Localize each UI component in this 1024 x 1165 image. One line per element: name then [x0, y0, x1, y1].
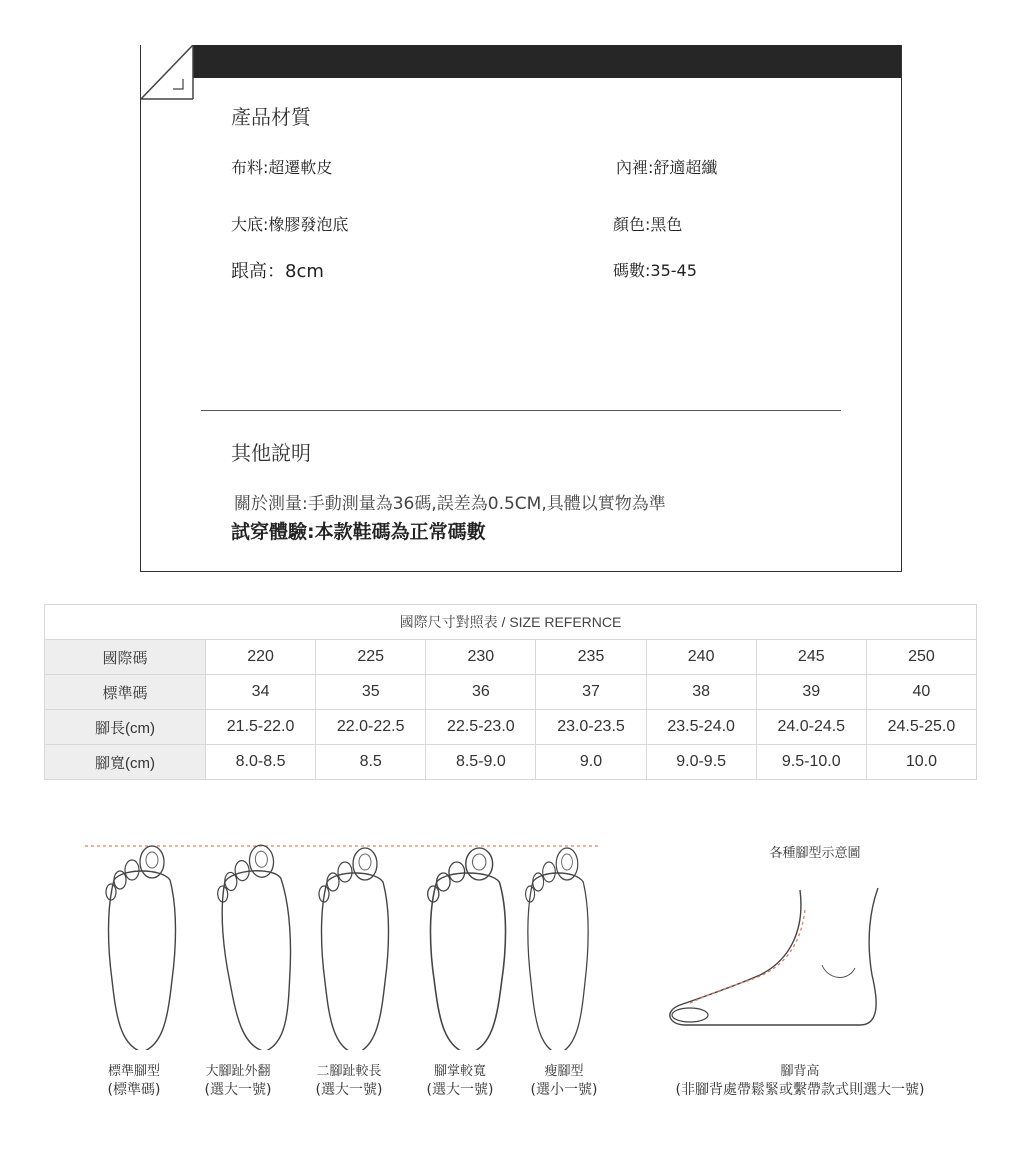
instep-guide-line: [690, 910, 805, 1003]
foot-caption-slim: 瘦腳型 (選小一號): [530, 1064, 598, 1098]
product-info-card: [140, 45, 902, 572]
table-cell: 23.5-24.0: [646, 710, 756, 745]
material-section-title: 產品材質: [231, 105, 311, 129]
row-header: 標準碼: [45, 675, 206, 710]
table-cell: 24.0-24.5: [756, 710, 866, 745]
row-header: 國際碼: [45, 640, 206, 675]
wide-foot-icon: [428, 848, 506, 1050]
table-cell: 22.0-22.5: [316, 710, 426, 745]
table-cell: 39: [756, 675, 866, 710]
table-cell: 21.5-22.0: [206, 710, 316, 745]
table-cell: 35: [316, 675, 426, 710]
instep-caption: 腳背高 (非腳背處帶鬆緊或繫帶款式則選大一號): [675, 1064, 925, 1098]
table-cell: 245: [756, 640, 866, 675]
sole-spec: 大底:橡膠發泡底: [231, 215, 349, 234]
size-table-caption: 國際尺寸對照表 / SIZE REFERNCE: [45, 605, 977, 640]
table-cell: 9.0-9.5: [646, 745, 756, 780]
table-cell: 225: [316, 640, 426, 675]
color-spec: 顏色:黑色: [613, 215, 683, 234]
table-cell: 24.5-25.0: [866, 710, 976, 745]
table-cell: 37: [536, 675, 646, 710]
table-cell: 36: [426, 675, 536, 710]
table-cell: 8.0-8.5: [206, 745, 316, 780]
table-row: [45, 710, 977, 745]
size-range-spec: 碼數:35-45: [613, 261, 697, 280]
notes-section-title: 其他說明: [231, 441, 311, 465]
bunion-foot-icon: [215, 844, 299, 1050]
measure-note: 關於測量:手動測量為36碼,誤差為0.5CM,具體以實物為準: [234, 494, 666, 514]
heel-spec: 跟高：8cm: [231, 261, 324, 282]
table-cell: 40: [866, 675, 976, 710]
table-cell: 235: [536, 640, 646, 675]
table-cell: 230: [426, 640, 536, 675]
table-cell: 250: [866, 640, 976, 675]
size-reference-table: [44, 604, 977, 780]
table-cell: 220: [206, 640, 316, 675]
lining-spec: 內裡:舒適超纖: [616, 158, 718, 177]
table-cell: 10.0: [866, 745, 976, 780]
standard-foot-icon: [106, 846, 176, 1050]
table-cell: 240: [646, 640, 756, 675]
table-row: [45, 675, 977, 710]
table-cell: 8.5-9.0: [426, 745, 536, 780]
slim-foot-icon: [526, 848, 589, 1050]
table-cell: 34: [206, 675, 316, 710]
table-cell: 9.5-10.0: [756, 745, 866, 780]
foot-caption-bunion: 大腳趾外翻 (選大一號): [204, 1064, 272, 1098]
row-header: 腳寬(cm): [45, 745, 206, 780]
table-row: [45, 640, 977, 675]
folded-corner-icon: [141, 45, 195, 101]
card-header-bar: [193, 45, 901, 78]
table-cell: 9.0: [536, 745, 646, 780]
instep-foot-icon: [670, 888, 878, 1025]
fabric-spec: 布料:超遷軟皮: [231, 158, 333, 177]
foot-types-diagram-title: 各種腳型示意圖: [769, 846, 861, 861]
foot-types-illustration: [0, 800, 1024, 1050]
long-second-toe-foot-icon: [319, 848, 389, 1050]
table-cell: 22.5-23.0: [426, 710, 536, 745]
row-header: 腳長(cm): [45, 710, 206, 745]
table-cell: 38: [646, 675, 756, 710]
fit-note: 試穿體驗:本款鞋碼為正常碼數: [231, 521, 486, 543]
foot-caption-standard: 標準腳型 (標準碼): [107, 1064, 161, 1098]
foot-caption-wide: 腳掌較寬 (選大一號): [426, 1064, 494, 1098]
section-divider: [201, 410, 841, 411]
table-cell: 23.0-23.5: [536, 710, 646, 745]
table-cell: 8.5: [316, 745, 426, 780]
foot-caption-long-second-toe: 二腳趾較長 (選大一號): [315, 1064, 383, 1098]
table-row: [45, 745, 977, 780]
